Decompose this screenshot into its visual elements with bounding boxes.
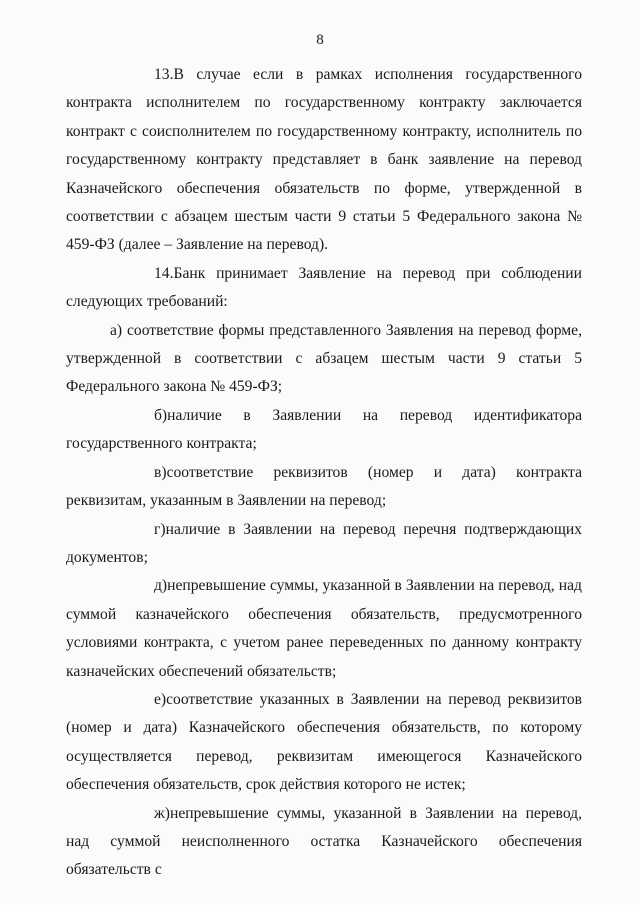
item-marker: ж) [154,804,170,822]
item-text: наличие в Заявлении на перевод идентификатора государственного контракта; [66,406,582,453]
clause-13-number: 13. [154,66,174,83]
item-marker: д) [154,577,168,595]
clause-13 [66,61,582,260]
clause-13-text: В случае если в рамках исполнения государственного контракта исполнителем по государственному контракту заключается контракт с соисполнителем по государственному контракту, исполнитель по государственному контракту представляет в банк заявление на перевод Казначейского обеспечения обязательств по форме, утвержденной в соответствии с абзацем шестым части 9 статьи 5 Федерального закона № 459-ФЗ (далее – Заявление на перевод). [66,66,582,254]
item-text: соответствие указанных в Заявлении на перевод реквизитов (номер и дата) Казначейского обеспечения обязательств, по которому осуществляется перевод, реквизитам имеющегося Казначейского обеспечения обязательств, срок действия которого не истек; [66,690,582,794]
item-text: соответствие реквизитов (номер и дата) контракта реквизитам, указанным в Заявлении на перевод; [66,463,582,510]
item-marker: г) [154,520,166,538]
clause-14-item-zh [66,800,582,885]
item-marker: б) [154,406,168,424]
item-marker: е) [154,690,167,708]
clause-14-item-e [66,686,582,800]
item-text: соответствие формы представленного Заявления на перевод форме, утвержденной в соответствии с абзацем шестым части 9 статьи 5 Федерального закона № 459-ФЗ; [66,321,582,396]
clause-14 [66,260,582,317]
document-body [66,61,582,885]
clause-14-item-b [66,402,582,459]
clause-14-item-a [66,317,582,402]
clause-14-text: Банк принимает Заявление на перевод при соблюдении следующих требований: [66,264,582,311]
clause-14-number: 14. [154,264,174,282]
page-number: 8 [316,32,324,48]
item-marker: а) [110,321,123,339]
item-text: непревышение суммы, указанной в Заявлении на перевод, над суммой неисполненного остатка Казначейского обеспечения обязательств с [66,804,582,879]
clause-14-item-d [66,572,582,686]
clause-14-item-v [66,459,582,516]
clause-14-item-g [66,516,582,573]
item-text: наличие в Заявлении на перевод перечня подтверждающих документов; [66,520,582,566]
item-marker: в) [154,463,167,481]
item-text: непревышение суммы, указанной в Заявлении на перевод, над суммой казначейского обеспечения обязательств, предусмотренного условиями контракта, с учетом ранее переведенных по данному контракту казначейских обеспечений обязательств; [66,577,582,680]
